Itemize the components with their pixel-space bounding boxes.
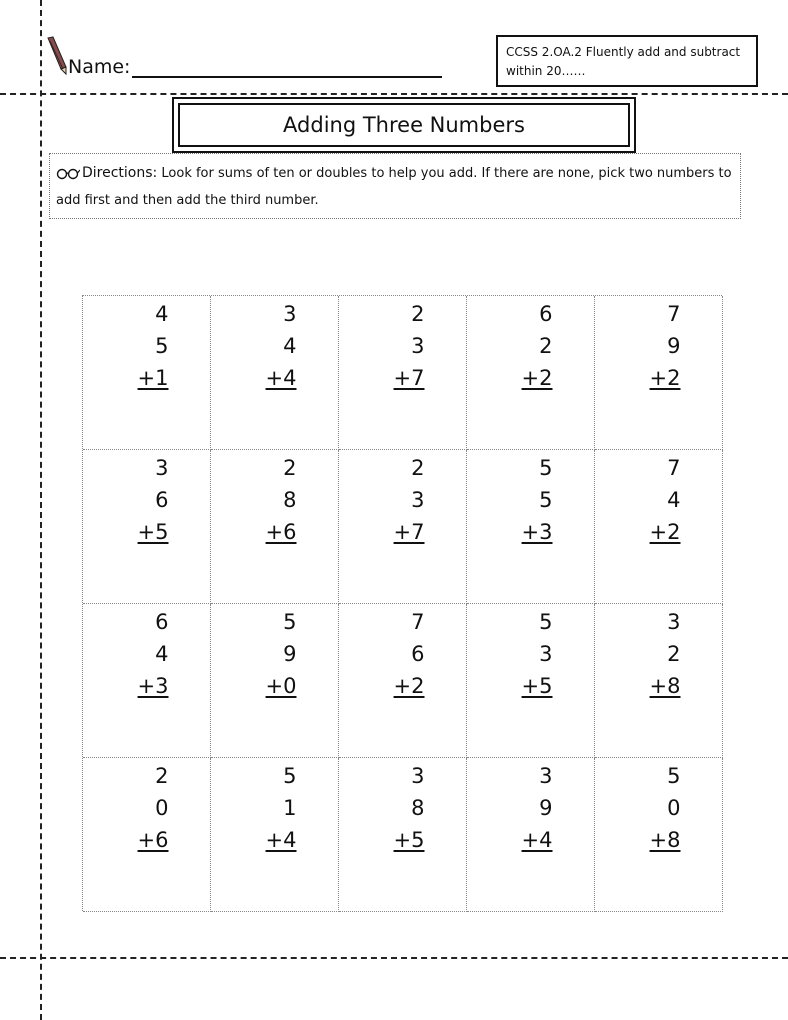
addition-problem [253, 452, 297, 548]
addition-problem [253, 298, 297, 394]
cut-line-bottom [0, 957, 788, 959]
problem-cell[interactable] [595, 450, 723, 604]
addition-problem [253, 606, 297, 702]
addend-1: 7 [667, 456, 681, 480]
addend-1: 2 [155, 764, 169, 788]
addend-1: 3 [411, 764, 425, 788]
addend-2: 2 [667, 642, 681, 666]
addend-3: +3 [521, 520, 553, 544]
addition-problem [509, 606, 553, 702]
addend-2: 5 [155, 334, 169, 358]
problem-cell[interactable] [211, 296, 339, 450]
addend-3: +5 [137, 520, 169, 544]
problem-cell[interactable] [83, 296, 211, 450]
addend-2: 0 [155, 796, 169, 820]
addend-3: +5 [393, 828, 425, 852]
addend-3: +0 [265, 674, 297, 698]
standard-text: CCSS 2.OA.2 Fluently add and subtract within 20…… [506, 45, 741, 78]
problem-cell[interactable] [467, 604, 595, 758]
problem-cell[interactable] [211, 604, 339, 758]
addend-1: 3 [539, 764, 553, 788]
addend-3: +2 [521, 366, 553, 390]
addend-2: 4 [155, 642, 169, 666]
problem-cell[interactable] [595, 758, 723, 912]
addend-2: 9 [283, 642, 297, 666]
addend-2: 8 [411, 796, 425, 820]
addend-2: 3 [411, 334, 425, 358]
problem-grid [82, 295, 722, 911]
addend-1: 5 [283, 610, 297, 634]
addend-3: +8 [649, 828, 681, 852]
addend-3: +6 [137, 828, 169, 852]
addition-problem [509, 760, 553, 856]
addition-problem [125, 298, 169, 394]
addition-problem [509, 298, 553, 394]
addend-3: +4 [265, 366, 297, 390]
addend-1: 2 [411, 456, 425, 480]
addend-2: 8 [283, 488, 297, 512]
name-blank-line[interactable] [132, 58, 442, 78]
addend-2: 1 [283, 796, 297, 820]
addition-problem [381, 298, 425, 394]
problem-cell[interactable] [211, 450, 339, 604]
problem-cell[interactable] [339, 604, 467, 758]
addend-3: +7 [393, 520, 425, 544]
addend-1: 7 [667, 302, 681, 326]
problem-cell[interactable] [83, 758, 211, 912]
addend-1: 7 [411, 610, 425, 634]
addend-2: 2 [539, 334, 553, 358]
addend-2: 6 [155, 488, 169, 512]
problem-cell[interactable] [595, 604, 723, 758]
addition-problem [125, 452, 169, 548]
addend-1: 3 [667, 610, 681, 634]
addend-3: +6 [265, 520, 297, 544]
problem-cell[interactable] [595, 296, 723, 450]
addition-problem [125, 760, 169, 856]
addend-1: 5 [539, 610, 553, 634]
title-frame [172, 97, 636, 153]
addend-3: +2 [649, 366, 681, 390]
addition-problem [125, 606, 169, 702]
addition-problem [381, 760, 425, 856]
addend-2: 0 [667, 796, 681, 820]
addend-3: +5 [521, 674, 553, 698]
cut-line-top [0, 93, 788, 95]
addend-1: 3 [155, 456, 169, 480]
directions-box [49, 153, 741, 219]
addend-2: 4 [667, 488, 681, 512]
addend-1: 5 [667, 764, 681, 788]
addend-1: 3 [283, 302, 297, 326]
name-label: Name: [68, 56, 131, 78]
addend-2: 9 [667, 334, 681, 358]
problem-cell[interactable] [211, 758, 339, 912]
problem-cell[interactable] [83, 450, 211, 604]
addend-2: 5 [539, 488, 553, 512]
addition-problem [637, 298, 681, 394]
problem-cell[interactable] [339, 450, 467, 604]
addend-3: +7 [393, 366, 425, 390]
addend-2: 4 [283, 334, 297, 358]
problem-cell[interactable] [83, 604, 211, 758]
addend-3: +3 [137, 674, 169, 698]
directions-text: Look for sums of ten or doubles to help you add. If there are none, pick two numbers to add first and then add the third number. [56, 166, 732, 208]
addend-3: +4 [521, 828, 553, 852]
directions-label: Directions: [82, 165, 158, 181]
addition-problem [381, 606, 425, 702]
addend-2: 9 [539, 796, 553, 820]
addend-2: 6 [411, 642, 425, 666]
name-field[interactable] [68, 56, 442, 78]
problem-cell[interactable] [467, 758, 595, 912]
addend-2: 3 [411, 488, 425, 512]
problem-cell[interactable] [339, 758, 467, 912]
cut-line-vertical [40, 0, 42, 1020]
addend-3: +8 [649, 674, 681, 698]
worksheet-title: Adding Three Numbers [178, 103, 630, 147]
addition-problem [253, 760, 297, 856]
addend-1: 6 [539, 302, 553, 326]
addition-problem [381, 452, 425, 548]
addend-3: +1 [137, 366, 169, 390]
addend-3: +4 [265, 828, 297, 852]
addend-1: 4 [155, 302, 169, 326]
addend-1: 6 [155, 610, 169, 634]
addend-1: 5 [283, 764, 297, 788]
addend-3: +2 [649, 520, 681, 544]
addend-1: 2 [283, 456, 297, 480]
pencil-icon [44, 36, 70, 76]
addend-3: +2 [393, 674, 425, 698]
problem-cell[interactable] [467, 450, 595, 604]
addition-problem [637, 760, 681, 856]
addition-problem [637, 452, 681, 548]
problem-cell[interactable] [339, 296, 467, 450]
problem-cell[interactable] [467, 296, 595, 450]
addend-1: 2 [411, 302, 425, 326]
addition-problem [509, 452, 553, 548]
glasses-icon [56, 168, 80, 180]
standard-box [496, 35, 758, 87]
addend-2: 3 [539, 642, 553, 666]
addend-1: 5 [539, 456, 553, 480]
addition-problem [637, 606, 681, 702]
